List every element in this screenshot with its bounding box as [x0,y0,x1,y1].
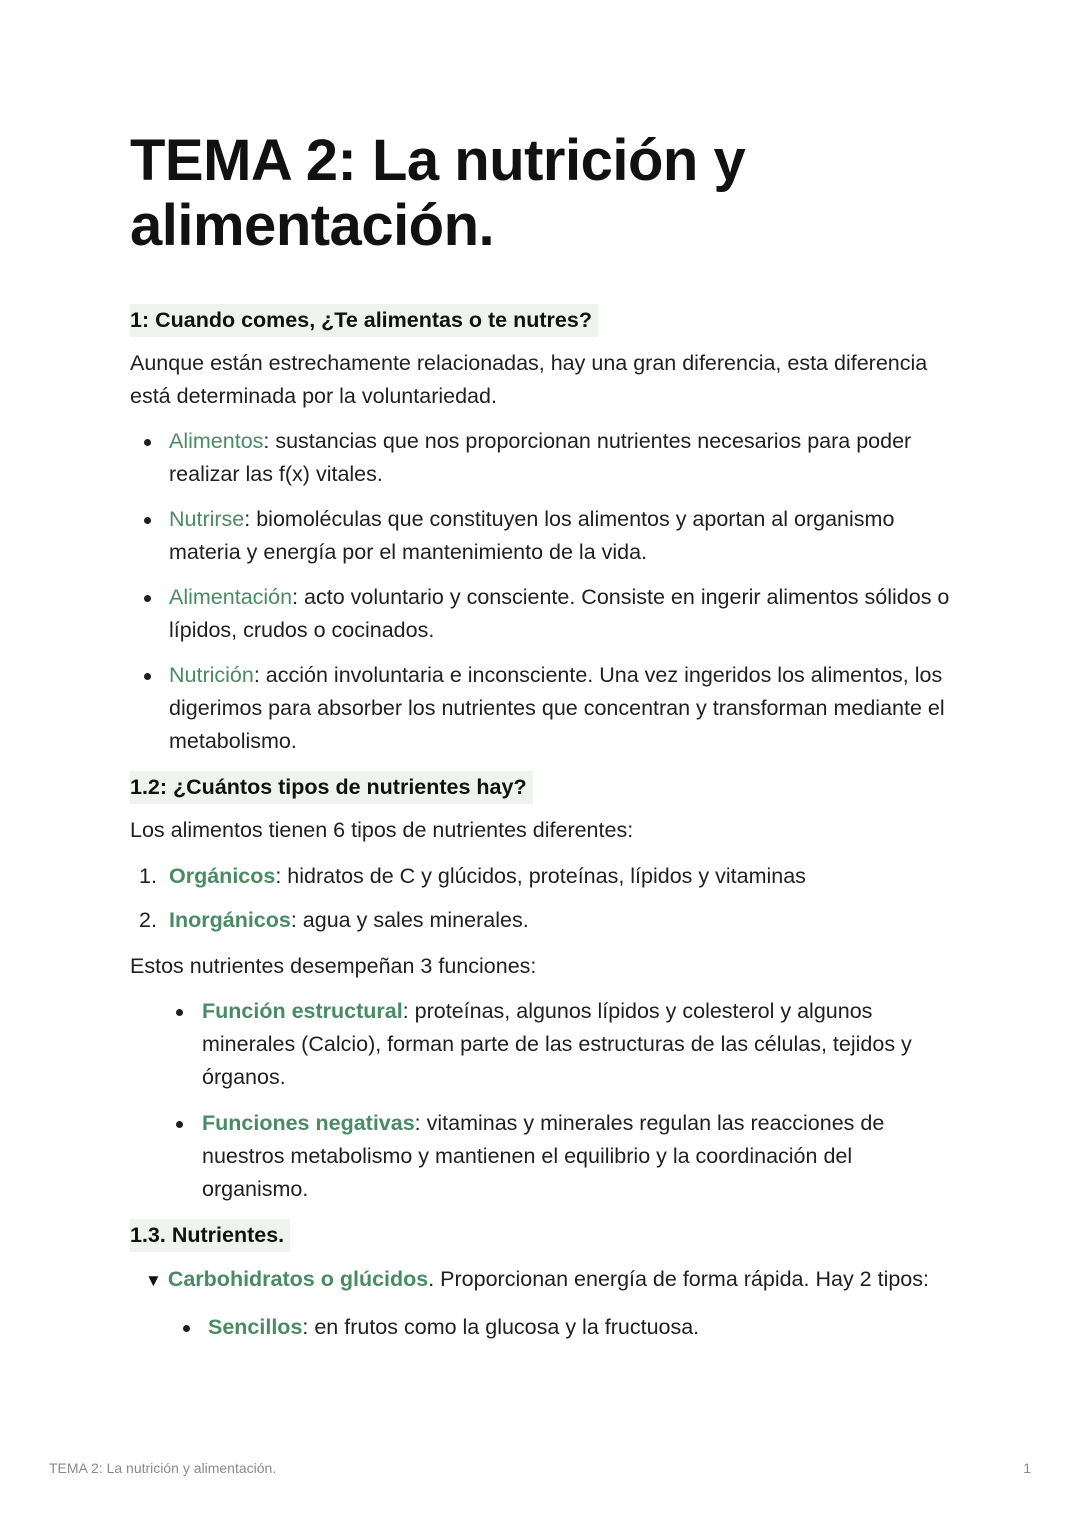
functions-intro: Estos nutrientes desempeñan 3 funciones: [130,954,537,978]
section-heading-1: 1: Cuando comes, ¿Te alimentas o te nutres? [130,304,598,337]
toggle-block[interactable]: ▼ Carbohidratos o glúcidos. Proporcionan energía de forma rápida. Hay 2 tipos: [145,1267,929,1291]
section-1-intro: Aunque están estrechamente relacionadas, hay una gran diferencia, esta diferencia está determinada por la voluntariedad. [130,351,928,408]
page-number: 1 [1023,1460,1031,1476]
toggle-triangle-icon[interactable]: ▼ [145,1271,162,1290]
section-heading-2: 1.2: ¿Cuántos tipos de nutrientes hay? [130,771,533,804]
document-body [130,304,955,1344]
page-title: TEMA 2: La nutrición y alimentación. [130,128,746,258]
definitions-list [130,425,955,758]
section-heading-3: 1.3. Nutrientes. [130,1219,290,1252]
list-item: 1. Orgánicos: hidratos de C y glúcidos, proteínas, lípidos y vitaminas [139,864,806,888]
list-item: Nutrición: acción involuntaria e inconsciente. Una vez ingeridos los alimentos, los digerimos para absorber los nutrientes que concentran y transforman mediante el metabolismo. [130,659,955,758]
list-item: Alimentos: sustancias que nos proporcionan nutrientes necesarios para poder realizar las f(x) vitales. [130,425,955,491]
list-item: 2. Inorgánicos: agua y sales minerales. [139,908,529,932]
list-item: Función estructural: proteínas, algunos lípidos y colesterol y algunos minerales (Calcio), forman parte de las estructuras de las células, tejidos y órganos. [130,995,955,1094]
list-item: Sencillos: en frutos como la glucosa y la fructuosa. [130,1311,955,1344]
list-item: Funciones negativas: vitaminas y minerales regulan las reacciones de nuestros metabolismo y mantienen el equilibrio y la coordinación del organismo. [130,1107,955,1206]
nutrient-types-list [130,860,955,937]
footer-title: TEMA 2: La nutrición y alimentación. [49,1460,277,1476]
carbohydrate-types-list [130,1311,955,1344]
page-footer [49,1460,1031,1480]
functions-list [130,995,955,1206]
list-item: Nutrirse: biomoléculas que constituyen los alimentos y aportan al organismo materia y energía por el mantenimiento de la vida. [130,503,955,569]
list-item: Alimentación: acto voluntario y consciente. Consiste en ingerir alimentos sólidos o lípidos, crudos o cocinados. [130,581,955,647]
section-2-intro: Los alimentos tienen 6 tipos de nutrientes diferentes: [130,818,634,842]
